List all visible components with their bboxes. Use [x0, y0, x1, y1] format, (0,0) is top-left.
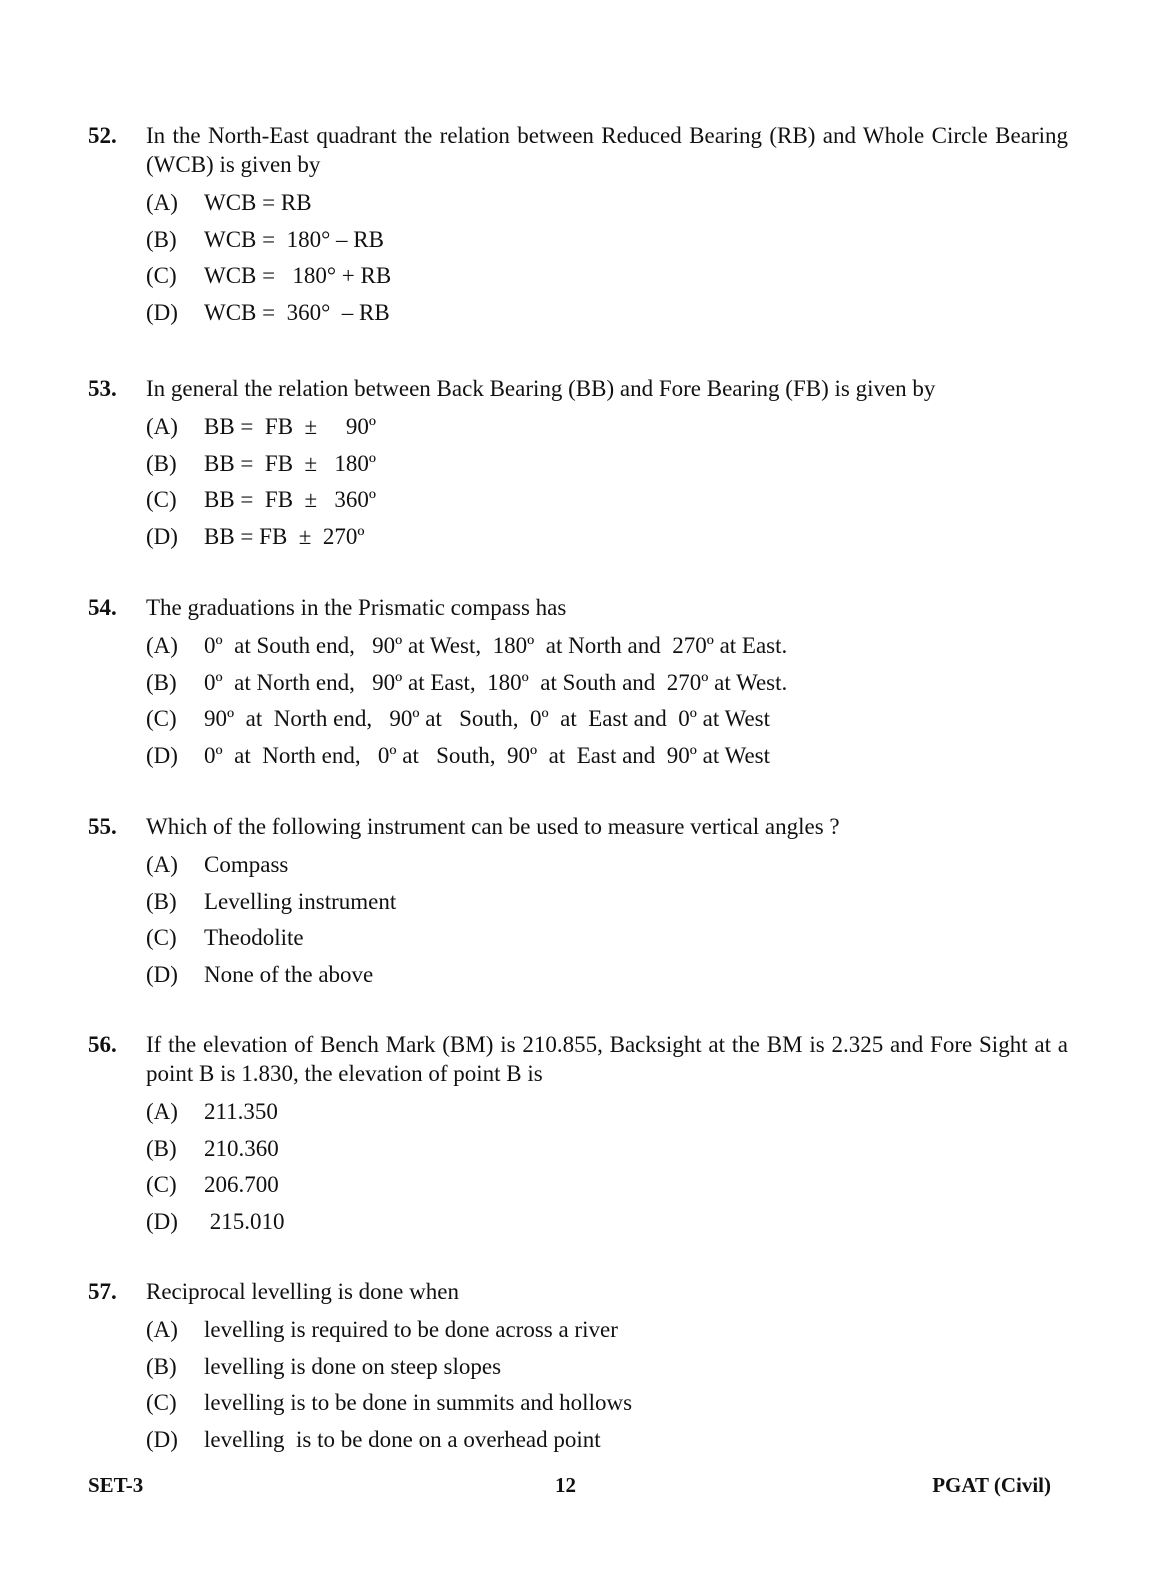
option-d	[146, 957, 1068, 994]
question-56	[88, 1030, 1068, 1240]
question-text: In the North-East quadrant the relation between Reduced Bearing (RB) and Whole Circle Bearing (WCB) is given by	[146, 123, 1068, 177]
option-a	[146, 1094, 1068, 1131]
option-c	[146, 482, 1068, 519]
question-number: 55.	[88, 814, 117, 839]
option-text: BB = FB ± 90º	[204, 414, 377, 439]
option-text: 206.700	[204, 1172, 279, 1197]
option-label: (B)	[146, 1353, 177, 1379]
option-label: (C)	[146, 487, 177, 512]
option-label: (D)	[146, 742, 178, 768]
question-text: In general the relation between Back Bearing (BB) and Fore Bearing (FB) is given by	[146, 376, 936, 401]
option-text: WCB = 360° – RB	[204, 299, 390, 325]
option-text: 215.010	[204, 1208, 285, 1234]
option-d	[146, 738, 1068, 775]
option-text: BB = FB ± 180º	[204, 450, 377, 476]
option-label: (C)	[146, 925, 177, 950]
option-b	[146, 665, 1068, 702]
option-b	[146, 1349, 1068, 1386]
option-b	[146, 222, 1068, 259]
option-label: (D)	[146, 1426, 178, 1452]
option-label: (A)	[146, 414, 178, 439]
option-label: (C)	[146, 1390, 177, 1415]
option-text: levelling is required to be done across a river	[204, 1317, 618, 1342]
option-c	[146, 1167, 1068, 1204]
option-d	[146, 1204, 1068, 1241]
option-c	[146, 701, 1068, 738]
question-55	[88, 812, 1068, 993]
footer-set-code: SET-3	[88, 1473, 144, 1497]
option-b	[146, 884, 1068, 921]
option-label: (B)	[146, 450, 177, 476]
option-list	[146, 1312, 1068, 1458]
option-label: (C)	[146, 706, 177, 731]
option-text: levelling is to be done in summits and hollows	[204, 1390, 633, 1415]
option-text: 210.360	[204, 1135, 279, 1161]
option-a	[146, 185, 1068, 222]
question-57	[88, 1277, 1068, 1458]
option-a	[146, 847, 1068, 884]
option-list	[146, 185, 1068, 331]
footer-page-number: 12	[555, 1473, 576, 1497]
question-number: 53.	[88, 376, 117, 401]
option-label: (A)	[146, 852, 178, 877]
question-54	[88, 593, 1068, 774]
option-label: (A)	[146, 1317, 178, 1342]
option-d	[146, 519, 1068, 556]
option-text: BB = FB ± 360º	[204, 487, 377, 512]
question-text: The graduations in the Prismatic compass has	[146, 595, 567, 620]
option-text: Compass	[204, 852, 289, 877]
option-text: WCB = 180° – RB	[204, 226, 384, 252]
question-53	[88, 374, 1068, 555]
question-text: Reciprocal levelling is done when	[146, 1279, 459, 1304]
option-label: (A)	[146, 190, 178, 215]
option-text: 0º at South end, 90º at West, 180º at North and 270º at East.	[204, 633, 788, 658]
option-text: WCB = 180° + RB	[204, 263, 392, 288]
option-label: (C)	[146, 1172, 177, 1197]
option-list	[146, 847, 1068, 993]
option-text: 211.350	[204, 1099, 278, 1124]
option-text: levelling is done on steep slopes	[204, 1353, 502, 1379]
option-label: (A)	[146, 633, 178, 658]
option-a	[146, 628, 1068, 665]
option-text: levelling is to be done on a overhead point	[204, 1426, 601, 1452]
option-label: (C)	[146, 263, 177, 288]
option-c	[146, 1385, 1068, 1422]
option-c	[146, 920, 1068, 957]
question-number: 57.	[88, 1279, 117, 1304]
option-label: (B)	[146, 669, 177, 695]
option-label: (A)	[146, 1099, 178, 1124]
option-a	[146, 1312, 1068, 1349]
option-a	[146, 409, 1068, 446]
option-text: BB = FB ± 270º	[204, 523, 365, 549]
option-list	[146, 409, 1068, 555]
option-label: (D)	[146, 523, 178, 549]
option-text: Theodolite	[204, 925, 304, 950]
option-label: (B)	[146, 888, 177, 914]
option-c	[146, 258, 1068, 295]
question-52	[88, 121, 1068, 331]
option-label: (D)	[146, 961, 178, 987]
question-number: 56.	[88, 1032, 117, 1057]
option-b	[146, 446, 1068, 483]
option-text: 0º at North end, 90º at East, 180º at South and 270º at West.	[204, 669, 788, 695]
option-label: (B)	[146, 226, 177, 252]
option-text: 90º at North end, 90º at South, 0º at East and 0º at West	[204, 706, 771, 731]
option-d	[146, 295, 1068, 332]
option-text: 0º at North end, 0º at South, 90º at East and 90º at West	[204, 742, 771, 768]
option-text: Levelling instrument	[204, 888, 397, 914]
option-b	[146, 1131, 1068, 1168]
question-text: If the elevation of Bench Mark (BM) is 210.855, Backsight at the BM is 2.325 and Fore Sight at a point B is 1.830, the elevation of point B is	[146, 1032, 1068, 1086]
option-list	[146, 1094, 1068, 1240]
question-number: 52.	[88, 123, 117, 148]
question-number: 54.	[88, 595, 117, 620]
option-d	[146, 1422, 1068, 1459]
option-label: (D)	[146, 1208, 178, 1234]
option-text: WCB = RB	[204, 190, 312, 215]
footer-exam-name: PGAT (Civil)	[932, 1473, 1051, 1497]
option-label: (B)	[146, 1135, 177, 1161]
option-list	[146, 628, 1068, 774]
option-text: None of the above	[204, 961, 374, 987]
option-label: (D)	[146, 299, 178, 325]
question-text: Which of the following instrument can be used to measure vertical angles ?	[146, 814, 840, 839]
